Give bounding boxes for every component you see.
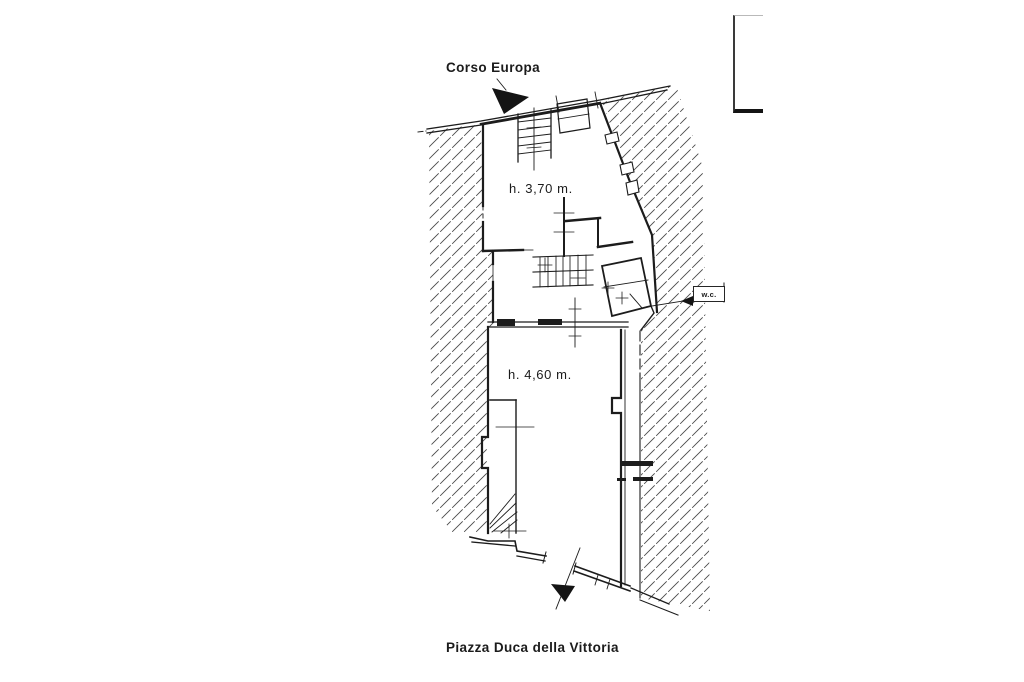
- scan-frame-fragment: [733, 15, 763, 113]
- neighbor-hatch-right: [602, 85, 710, 611]
- winder-stairs-bottom: [490, 494, 526, 538]
- entrance-arrow-bottom-icon: [551, 548, 580, 609]
- bottom-street-label: Piazza Duca della Vittoria: [446, 640, 619, 655]
- upper-room-height-label: h. 3,70 m.: [509, 181, 573, 196]
- entrance-arrow-top-icon: [492, 79, 529, 114]
- middle-stairs: [533, 255, 593, 287]
- wc-room: [602, 258, 654, 330]
- wc-label-box: [693, 286, 725, 302]
- lower-unit-top-wall: [488, 298, 628, 347]
- top-street-label: Corso Europa: [446, 60, 541, 75]
- entrance-stair-top: [518, 99, 590, 170]
- lower-room-height-label: h. 4,60 m.: [508, 367, 572, 382]
- wc-label: w.c.: [701, 289, 717, 299]
